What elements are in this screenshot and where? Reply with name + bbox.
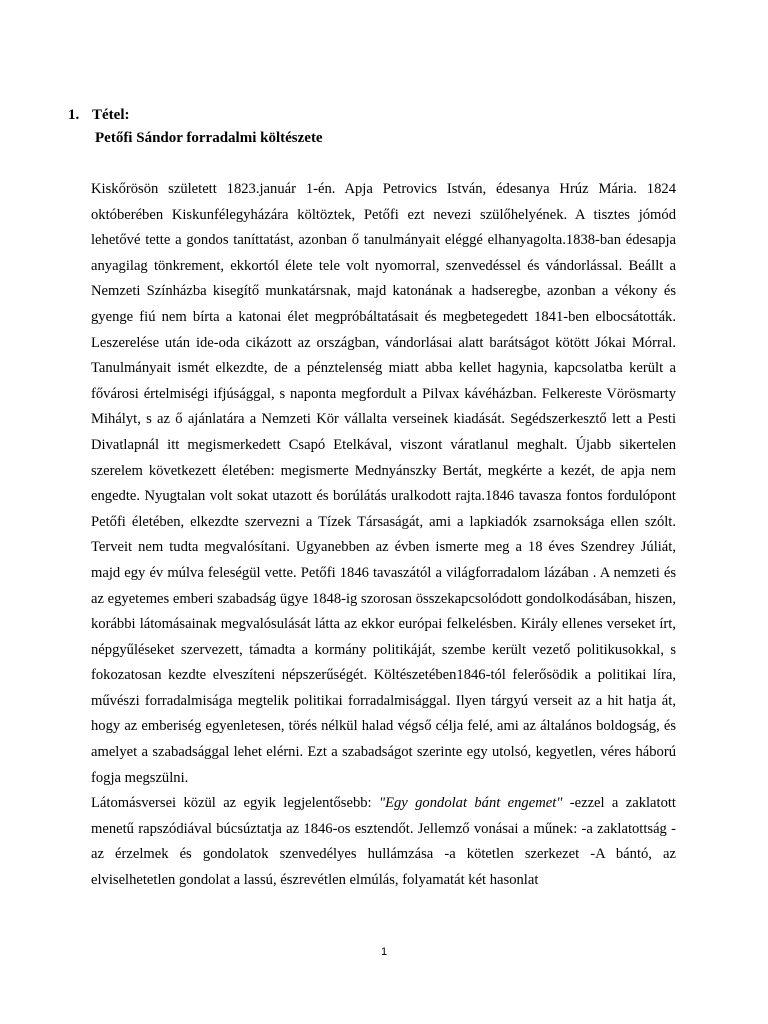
document-subtitle: Petőfi Sándor forradalmi költészete xyxy=(95,130,323,146)
item-number: 1. xyxy=(68,107,80,123)
poem-title-quote: "Egy gondolat bánt engemet" xyxy=(378,795,563,812)
paragraph-vision-intro: Látomásversei közül az egyik legjelentősebb: xyxy=(91,795,379,812)
item-title: Tétel: xyxy=(92,107,130,123)
item-heading xyxy=(68,105,129,125)
paragraph-vision-poems xyxy=(91,791,676,893)
paragraph-vision-rest: -ezzel a zaklatott menetű rapszódiával búcsúztatja az 1846-os esztendőt. Jellemző vonásai a műnek: -a zaklatottság -az érzelmek és gondolatok szenvedélyes hullámzása -a kötetlen szerkezet -A bántó, az elviselhetetlen gondolat a lassú, észrevétlen elmúlás, folyamatát két hasonlat xyxy=(91,795,676,889)
page-number: 1 xyxy=(380,946,388,958)
body-text xyxy=(91,177,676,894)
paragraph-biography: Kiskőrösön született 1823.január 1-én. Apja Petrovics István, édesanya Hrúz Mária. 1824 októberében Kiskunfélegyházára költöztek, Petőfi ezt nevezi szülőhelyének. A tisztes jómód lehetővé tette a gondos taníttatást, azonban ő tanulmányait eléggé elhanyagolta.1838-ban édesapja anyagilag tönkrement, ekkortól élete tele volt nyomorral, szenvedéssel és vándorlással. Beállt a Nemzeti Színházba kisegítő munkatársnak, majd katonának a hadseregbe, azonban a vékony és gyenge fiú nem bírta a katonai élet megpróbáltatásait és megbetegedett 1841-ben elbocsátották. Leszerelése után ide-oda cikázott az országban, vándorlásai alatt barátságot kötött Jókai Mórral. Tanulmányait ismét elkezdte, de a pénztelenség miatt abba kellet hagynia, kapcsolatba került a fővárosi értelmiségi ifjúsággal, s naponta megfordult a Pilvax kávéházban. Felkereste Vörösmarty Mihályt, s az ő ajánlatára a Nemzeti Kör vállalta verseinek kiadását. Segédszerkesztő lett a Pesti Divatlapnál itt megismerkedett Csapó Etelkával, viszont váratlanul meghalt. Újabb sikertelen szerelem következett életében: megismerte Mednyánszky Bertát, megkérte a kezét, de apja nem engedte. Nyugtalan volt sokat utazott és borúlátás uralkodott rajta.1846 tavasza fontos fordulópont Petőfi életében, elkezdte szervezni a Tízek Társaságát, ami a lapkiadók zsarnoksága ellen szólt. Terveit nem tudta megvalósítani. Ugyanebben az évben ismerte meg a 18 éves Szendrey Júliát, majd egy év múlva feleségül vette. Petőfi 1846 tavaszától a világforradalom lázában . A nemzeti és az egyetemes emberi szabadság ügye 1848-ig szorosan összekapcsolódott gondolkodásában, hiszen, korábbi látomásainak megvalósulását látta az ekkor európai felkelésben. Király ellenes verseket írt, népgyűléseket szervezett, támadta a kormány politikáját, szembe került vezető politikusokkal, s fokozatosan kezdte elveszíteni népszerűségét. Költészetében1846-tól felerősödik a politikai líra, művészi forradalmisága megtelik politikai forradalmisággal. Ilyen tárgyú verseit az a hit hatja át, hogy az emberiség egyenletesen, törés nélkül halad végső célja felé, ami az általános boldogság, és amelyet a szabadsággal lehet elérni. Ezt a szabadságot szerinte egy utolsó, kegyetlen, véres háború fogja megszülni. xyxy=(91,181,676,786)
